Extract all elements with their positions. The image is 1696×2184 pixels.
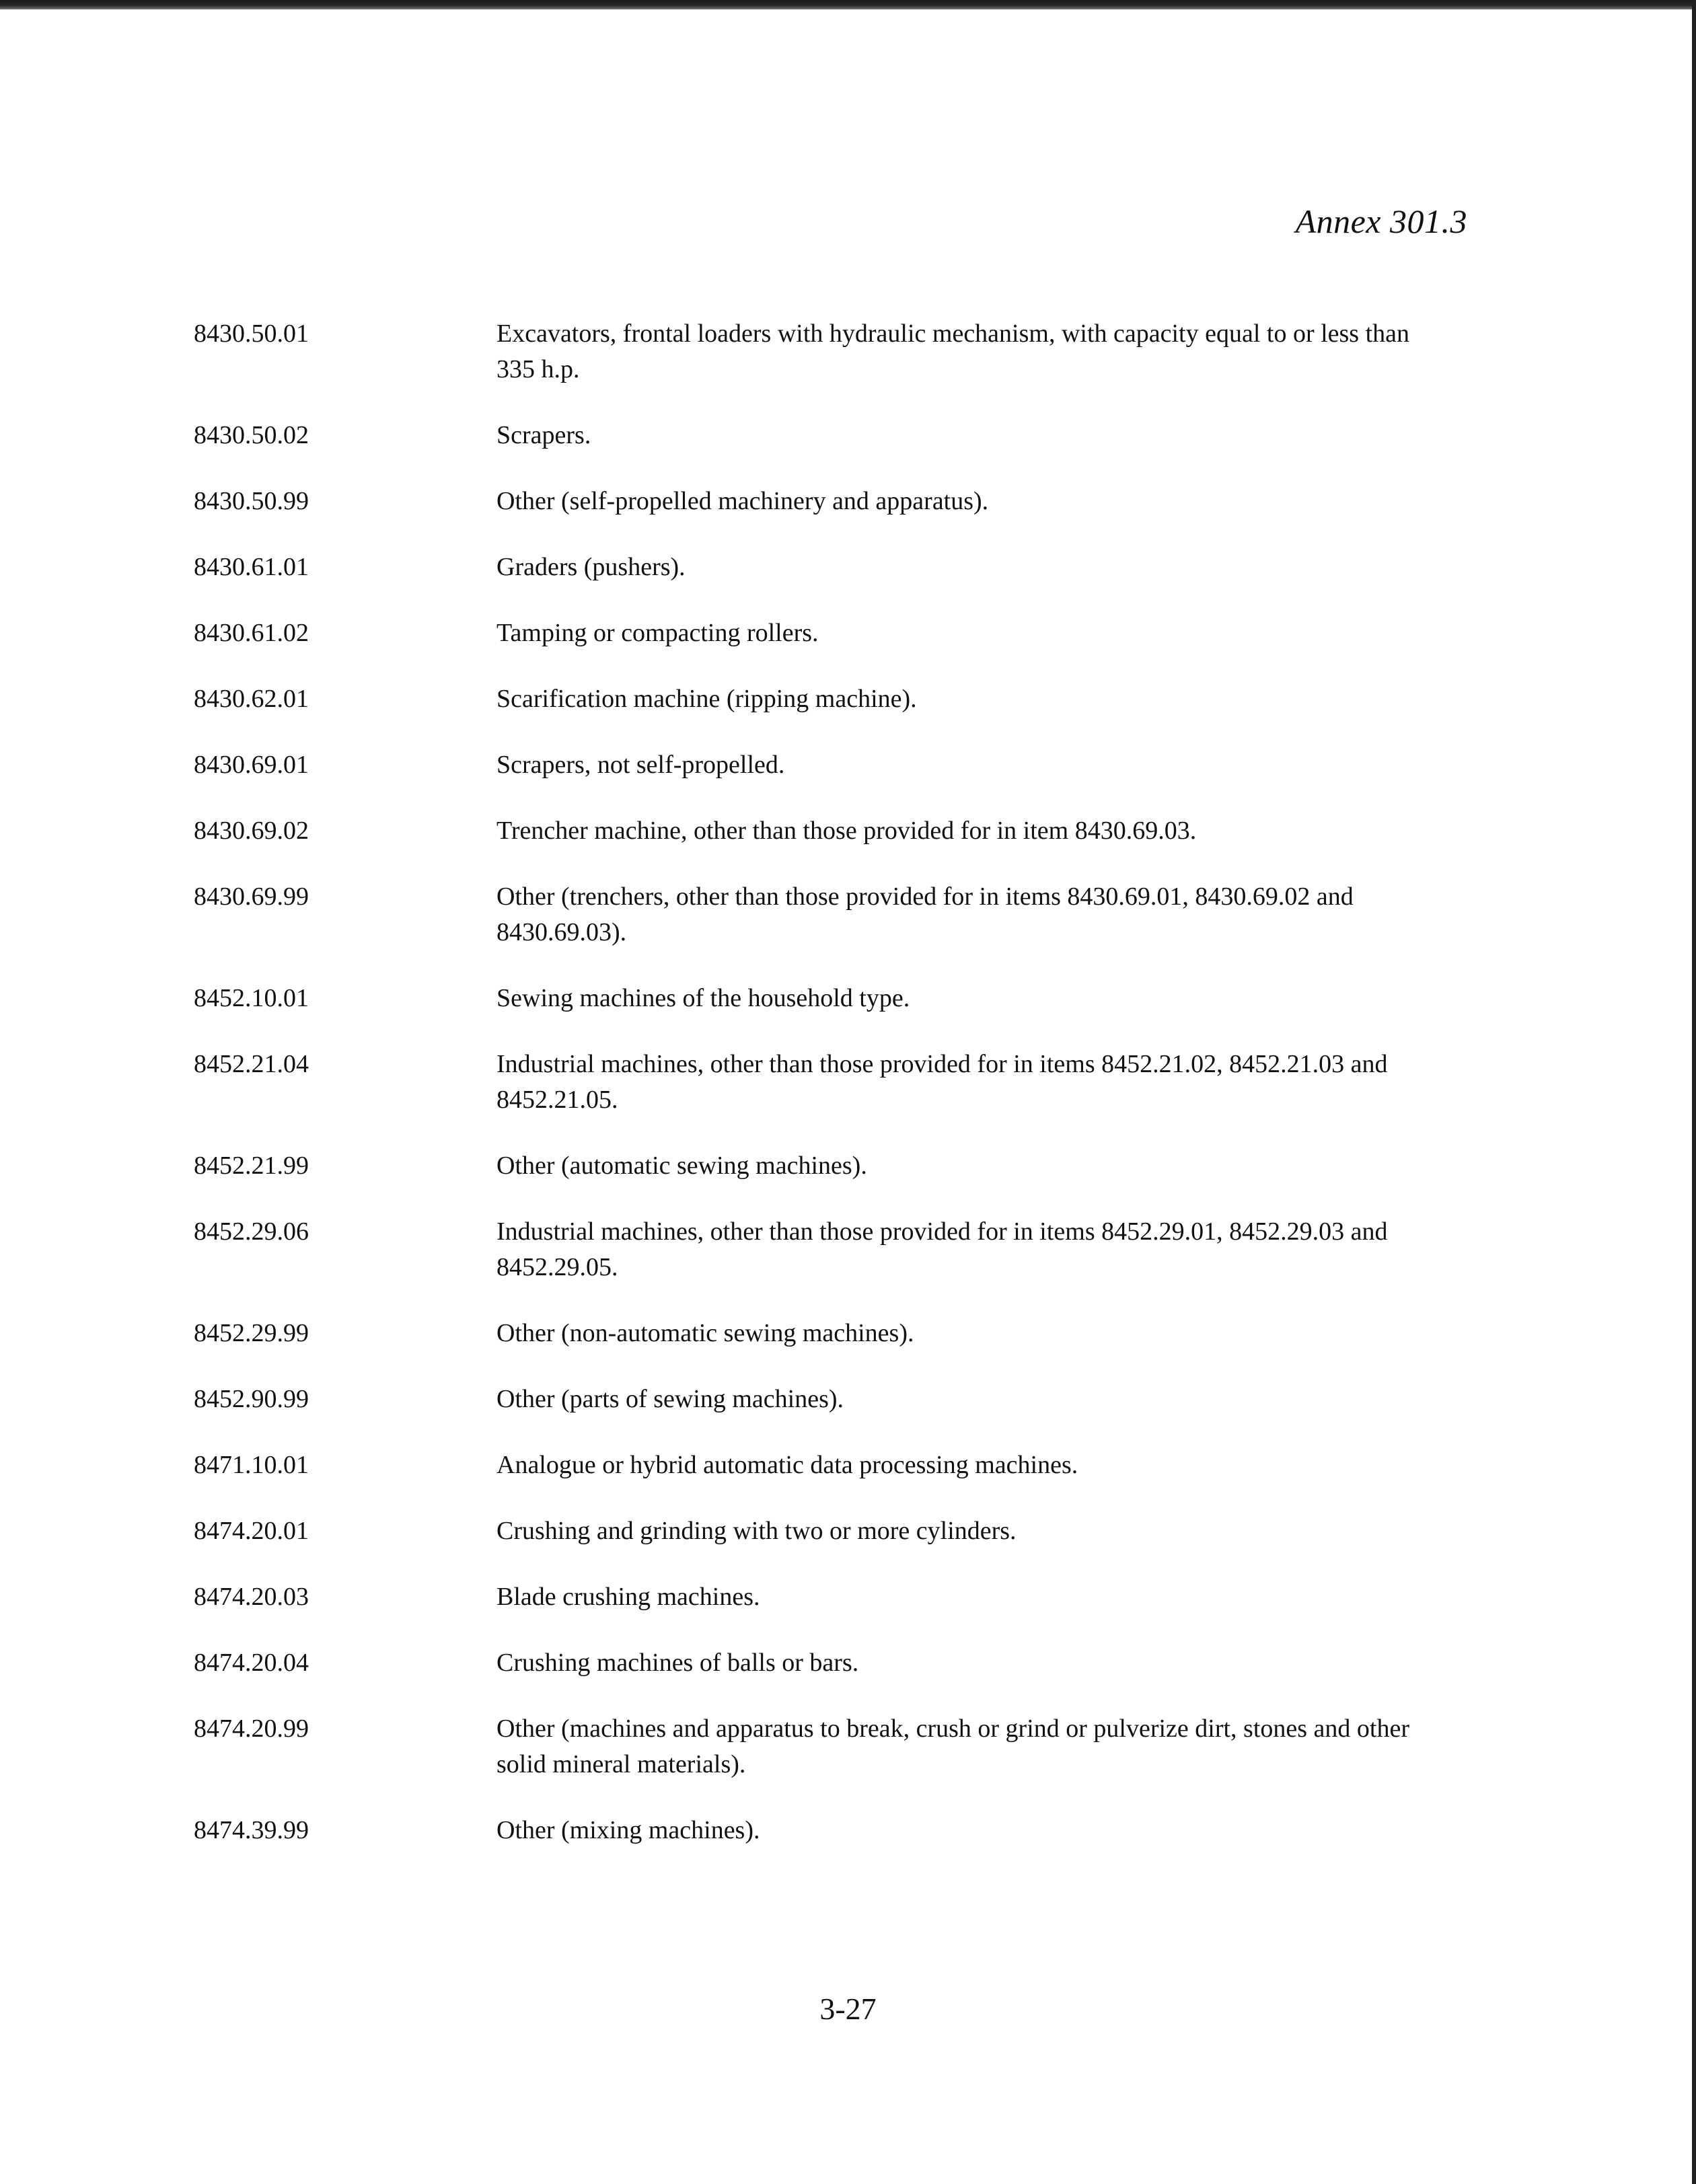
tariff-description: Other (parts of sewing machines). (496, 1385, 844, 1413)
tariff-description: Other (self-propelled machinery and apparatus). (496, 487, 989, 515)
tariff-entry (0, 550, 1696, 585)
tariff-code: 8430.69.01 (194, 751, 309, 779)
tariff-description: Graders (pushers). (496, 553, 686, 581)
tariff-code: 8452.21.04 (194, 1050, 309, 1078)
tariff-description: Scrapers, not self-propelled. (496, 751, 785, 779)
tariff-description: Trencher machine, other than those provided for in item 8430.69.03. (496, 817, 1197, 845)
tariff-description: Blade crushing machines. (496, 1583, 760, 1611)
tariff-entry (0, 484, 1696, 519)
tariff-entry (0, 813, 1696, 849)
tariff-entry (0, 1711, 1696, 1782)
tariff-entry (0, 879, 1696, 950)
tariff-code: 8474.20.04 (194, 1649, 309, 1677)
tariff-description: Scrapers. (496, 421, 591, 449)
tariff-description: Tamping or compacting rollers. (496, 619, 819, 647)
tariff-code: 8452.10.01 (194, 984, 309, 1012)
tariff-entry (0, 1513, 1696, 1549)
tariff-description: Other (machines and apparatus to break, crush or grind or pulverize dirt, stones and other solid mineral materials). (496, 1715, 1409, 1778)
tariff-code: 8430.61.02 (194, 619, 309, 647)
tariff-entries-list (0, 316, 1696, 1879)
tariff-description: Sewing machines of the household type. (496, 984, 910, 1012)
tariff-code: 8430.50.99 (194, 487, 309, 515)
page-number: 3-27 (819, 1992, 877, 2026)
tariff-code: 8452.29.99 (194, 1319, 309, 1347)
tariff-code: 8430.50.02 (194, 421, 309, 449)
tariff-code: 8474.39.99 (194, 1816, 309, 1844)
tariff-description: Other (trenchers, other than those provided for in items 8430.69.01, 8430.69.02 and 8430.69.03). (496, 882, 1354, 946)
tariff-code: 8474.20.03 (194, 1583, 309, 1611)
tariff-entry (0, 615, 1696, 651)
tariff-entry (0, 981, 1696, 1016)
tariff-entry (0, 316, 1696, 387)
tariff-description: Industrial machines, other than those provided for in items 8452.21.02, 8452.21.03 and 8452.21.05. (496, 1050, 1388, 1114)
tariff-code: 8430.50.01 (194, 319, 309, 348)
tariff-entry (0, 747, 1696, 783)
tariff-entry (0, 1148, 1696, 1184)
tariff-code: 8430.69.99 (194, 882, 309, 911)
tariff-description: Excavators, frontal loaders with hydraulic mechanism, with capacity equal to or less than 335 h.p. (496, 319, 1410, 383)
tariff-description: Analogue or hybrid automatic data processing machines. (496, 1451, 1078, 1479)
tariff-code: 8474.20.01 (194, 1517, 309, 1545)
tariff-code: 8430.61.01 (194, 553, 309, 581)
tariff-description: Crushing and grinding with two or more cylinders. (496, 1517, 1017, 1545)
tariff-description: Scarification machine (ripping machine). (496, 685, 917, 713)
tariff-entry (0, 1447, 1696, 1483)
tariff-code: 8452.90.99 (194, 1385, 309, 1413)
tariff-entry (0, 1645, 1696, 1681)
scan-top-edge (0, 0, 1696, 9)
tariff-description: Other (non-automatic sewing machines). (496, 1319, 914, 1347)
tariff-entry (0, 681, 1696, 717)
tariff-code: 8430.62.01 (194, 685, 309, 713)
tariff-code: 8471.10.01 (194, 1451, 309, 1479)
tariff-entry (0, 1579, 1696, 1615)
tariff-entry (0, 418, 1696, 453)
tariff-entry (0, 1382, 1696, 1417)
annex-header: Annex 301.3 (1295, 202, 1467, 240)
tariff-description: Other (automatic sewing machines). (496, 1152, 867, 1180)
tariff-entry (0, 1316, 1696, 1351)
tariff-description: Industrial machines, other than those provided for in items 8452.29.01, 8452.29.03 and 8452.29.05. (496, 1217, 1388, 1281)
tariff-code: 8452.21.99 (194, 1152, 309, 1180)
tariff-description: Crushing machines of balls or bars. (496, 1649, 859, 1677)
tariff-description: Other (mixing machines). (496, 1816, 760, 1844)
tariff-code: 8452.29.06 (194, 1217, 309, 1246)
tariff-entry (0, 1813, 1696, 1848)
tariff-code: 8474.20.99 (194, 1715, 309, 1743)
tariff-entry (0, 1214, 1696, 1285)
tariff-entry (0, 1047, 1696, 1118)
tariff-code: 8430.69.02 (194, 817, 309, 845)
